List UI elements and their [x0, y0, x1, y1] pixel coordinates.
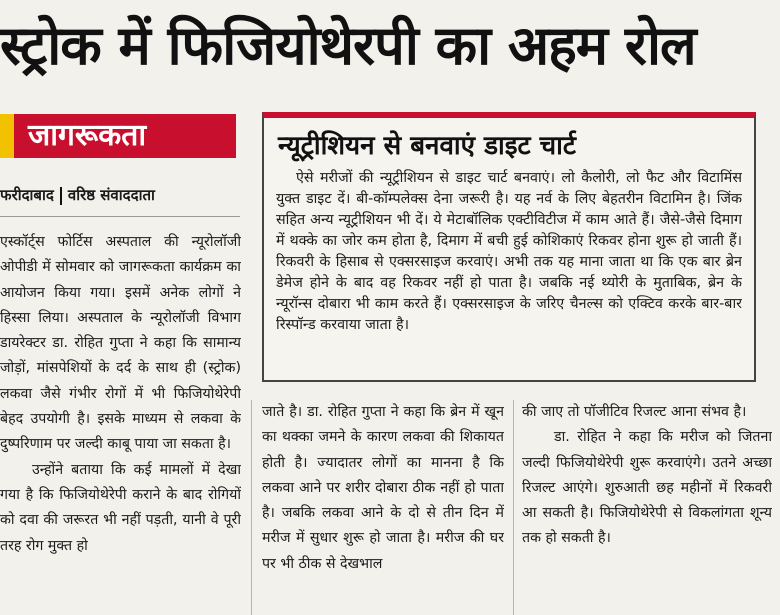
article-paragraph: डा. रोहित ने कहा कि मरीज को जितना जल्दी फिजियोथेरेपी शुरू करवाएंगे। उतने अच्छा रिजल्ट आएंगे। शुरुआती छह महीनों में रिकवरी आ सकती है। फिजियोथेरेपी से विकलांगता शून्य तक हो सकती है। — [522, 429, 772, 547]
article-paragraph: की जाए तो पॉजीटिव रिजल्ट आना संभव है। — [522, 404, 747, 420]
sidebar-box-body — [276, 168, 742, 380]
sidebar-box-paragraph: ऐसे मरीजों की न्यूट्रीशियन से डाइट चार्ट बनवाएं। लो कैलोरी, लो फैट और विटामिंस युक्त डाइट दें। बी-कॉम्पलेक्स देना जरूरी है। यह नर्व के लिए बेहतरीन विटामिन है। जिंक सहित अन्य न्यूट्रीशियन भी दें। ये मेटाबॉलिक एक्टीविटीज में काम आते हैं। जैसे-जैसे दिमाग में थक्के का जोर कम होता है, दिमाग में बची हुई कोशिकाएं रिकवर होना शुरू हो जाती हैं। रिकवरी के हिसाब से एक्सरसाइज करवाएं। अभी तक यह माना जाता था कि एक बार ब्रेन डेमेज होने के बाद वह रिकवर नहीं हो पाता है। जबकि नई थ्योरी के मुताबिक, ब्रेन के न्यूरॉन्स दोबारा भी काम करते हैं। एक्सरसाइज के जरिए चैनल्स को एक्टिव करके बार-बार रिस्पॉन्ड करवाया जाता है। — [276, 170, 742, 333]
article-paragraph: जाते है। डा. रोहित गुप्ता ने कहा कि ब्रेन में खून का थक्का जमने के कारण लकवा की शिकायत होती है। ज्यादातर लोगों का मानना है कि लकवा आने पर शरीर दोबारा ठीक नहीं हो पाता है। जबकि लकवा आने के दो से तीन दिन में मरीज में सुधार शुरू हो जाता है। मरीज की घर पर भी ठीक से देखभाल — [262, 404, 504, 572]
article-column-2 — [262, 400, 504, 615]
section-kicker: जागरूकता — [0, 114, 236, 158]
headline: स्ट्रोक में फिजियोथेरपी का अहम रोल — [0, 14, 696, 77]
byline-author: वरिष्ठ संवाददाता — [67, 186, 155, 204]
byline-separator — [60, 187, 62, 205]
article-column-3 — [522, 400, 772, 615]
article-paragraph: एस्कॉर्ट्स फोर्टिस अस्पताल की न्यूरोलॉजी ओपीडी में सोमवार को जागरूकता कार्यक्रम का आयोजन किया गया। इसमें अनेक लोगों ने हिस्सा लिया। अस्पताल के न्यूरोलॉजी विभाग डायरेक्टर डा. रोहित गुप्ता ने कहा कि सामान्य जोड़ों, मांसपेशियों के दर्द के साथ ही (स्ट्रोक) लकवा जैसे गंभीर रोगों में भी फिजियोथेरेपी बेहद उपयोगी है। इसके माध्यम से लकवा के दुष्परिणाम पर जल्दी काबू पाया जा सकता है। — [0, 234, 241, 453]
column-divider — [251, 400, 252, 615]
byline-place: फरीदाबाद — [0, 186, 54, 204]
kicker-accent-bar — [0, 114, 14, 158]
sidebar-box — [262, 112, 756, 382]
sidebar-box-title: न्यूट्रीशियन से बनवाएं डाइट चार्ट — [278, 131, 577, 161]
byline-divider — [0, 216, 240, 217]
article-column-1 — [0, 230, 241, 615]
column-divider — [513, 400, 514, 615]
article-paragraph: उन्होंने बताया कि कई मामलों में देखा गया है कि फिजियोथेरेपी कराने के बाद रोगियों को दवा की जरूरत भी नहीं पड़ती, यानी वे पूरी तरह रोग मुक्त हो — [0, 461, 241, 554]
byline — [0, 182, 240, 208]
